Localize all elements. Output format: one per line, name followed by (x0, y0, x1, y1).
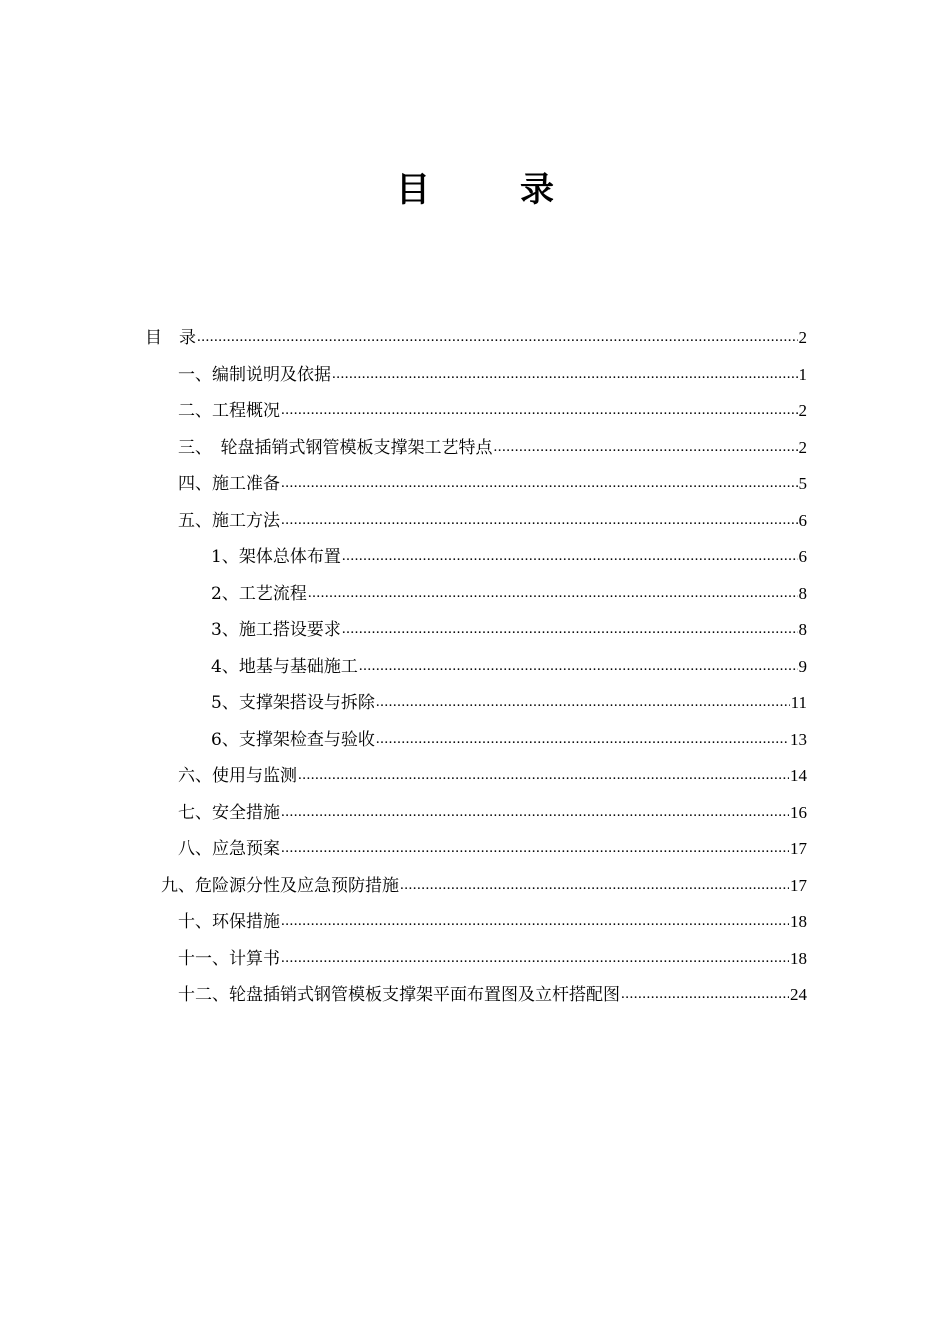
toc-entry[interactable] (211, 605, 807, 641)
toc-dot-leader (332, 363, 798, 385)
toc-entry[interactable] (178, 423, 807, 459)
toc-entry-page: 2 (798, 401, 807, 420)
toc-entry-title: 四、施工准备 (178, 474, 280, 494)
toc-entry-page: 18 (790, 948, 807, 968)
toc-entry-title: 八、应急预案 (178, 839, 280, 859)
toc-dot-leader (197, 326, 798, 348)
toc-entry[interactable] (211, 642, 807, 678)
toc-entry[interactable] (178, 897, 807, 933)
toc-entry[interactable] (145, 313, 807, 349)
toc-entry-title: 2、工艺流程 (211, 583, 307, 604)
toc-dot-leader (298, 764, 789, 786)
toc-entry-page: 14 (790, 766, 807, 785)
toc-entry-title: 十、环保措施 (178, 912, 280, 932)
toc-dot-leader (376, 728, 789, 750)
toc-entry-title: 十二、轮盘插销式钢管模板支撑架平面布置图及立杆搭配图 (178, 985, 620, 1005)
toc-entry-page: 8 (798, 620, 807, 639)
toc-entry-page: 17 (790, 875, 807, 895)
toc-entry-title: 一、编制说明及依据 (178, 364, 331, 385)
toc-dot-leader (281, 837, 789, 859)
toc-entry[interactable] (211, 715, 807, 751)
toc-entry[interactable] (178, 934, 807, 970)
toc-dot-leader (281, 801, 789, 823)
toc-entry-page: 2 (798, 437, 807, 457)
toc-entry[interactable] (211, 678, 807, 714)
toc-entry-page: 1 (798, 364, 807, 384)
toc-entry-title: 九、危险源分性及应急预防措施 (161, 875, 399, 896)
toc-entry-page: 5 (798, 474, 807, 493)
toc-dot-leader (376, 691, 790, 713)
toc-entry-title: 4、地基与基础施工 (211, 656, 358, 677)
toc-dot-leader (400, 874, 789, 896)
toc-entry[interactable] (161, 861, 807, 897)
toc-entry-page: 11 (790, 693, 807, 712)
toc-entry[interactable] (178, 496, 807, 532)
toc-entry-page: 18 (790, 912, 807, 931)
toc-dot-leader (342, 545, 798, 567)
toc-dot-leader (359, 655, 798, 677)
toc-entry-title: 目 录 (145, 328, 196, 348)
toc-entry[interactable] (178, 970, 807, 1006)
toc-entry-page: 24 (790, 985, 807, 1004)
toc-entry[interactable] (178, 386, 807, 422)
toc-dot-leader (281, 910, 789, 932)
toc-entry-title: 六、使用与监测 (178, 766, 297, 786)
toc-dot-leader (621, 983, 789, 1005)
page-title: 目 录 (396, 170, 582, 210)
toc-entry-title: 七、安全措施 (178, 802, 280, 823)
toc-entry-page: 9 (798, 656, 807, 676)
toc-dot-leader (281, 509, 798, 531)
toc-entry[interactable] (178, 824, 807, 860)
toc-entry-title: 3、施工搭设要求 (211, 620, 341, 640)
toc-dot-leader (281, 947, 789, 969)
toc-entry-title: 五、施工方法 (178, 510, 280, 531)
toc-entry-page: 8 (798, 583, 807, 603)
toc-entry-title: 1、架体总体布置 (211, 547, 341, 567)
toc-entry[interactable] (178, 788, 807, 824)
toc-entry-title: 二、工程概况 (178, 401, 280, 421)
toc-entry-page: 13 (790, 729, 807, 749)
toc-entry-page: 6 (798, 547, 807, 566)
toc-dot-leader (308, 582, 798, 604)
toc-entry-title: 5、支撑架搭设与拆除 (211, 693, 375, 713)
toc-dot-leader (342, 618, 798, 640)
toc-dot-leader (281, 472, 798, 494)
toc-entry-page: 17 (790, 839, 807, 858)
toc-entry-page: 2 (798, 328, 807, 347)
toc-entry[interactable] (178, 459, 807, 495)
toc-dot-leader (281, 399, 798, 421)
toc-entry-title: 6、支撑架检查与验收 (211, 729, 375, 750)
toc-dot-leader (494, 436, 798, 458)
toc-entry[interactable] (211, 532, 807, 568)
toc-entry-title: 十一、计算书 (178, 948, 280, 969)
toc-entry-page: 16 (790, 802, 807, 822)
toc-entry-title: 三、 轮盘插销式钢管模板支撑架工艺特点 (178, 437, 493, 458)
toc-entry[interactable] (178, 751, 807, 787)
toc-entry-page: 6 (798, 510, 807, 530)
toc-entry[interactable] (211, 569, 807, 605)
toc-entry[interactable] (178, 350, 807, 386)
